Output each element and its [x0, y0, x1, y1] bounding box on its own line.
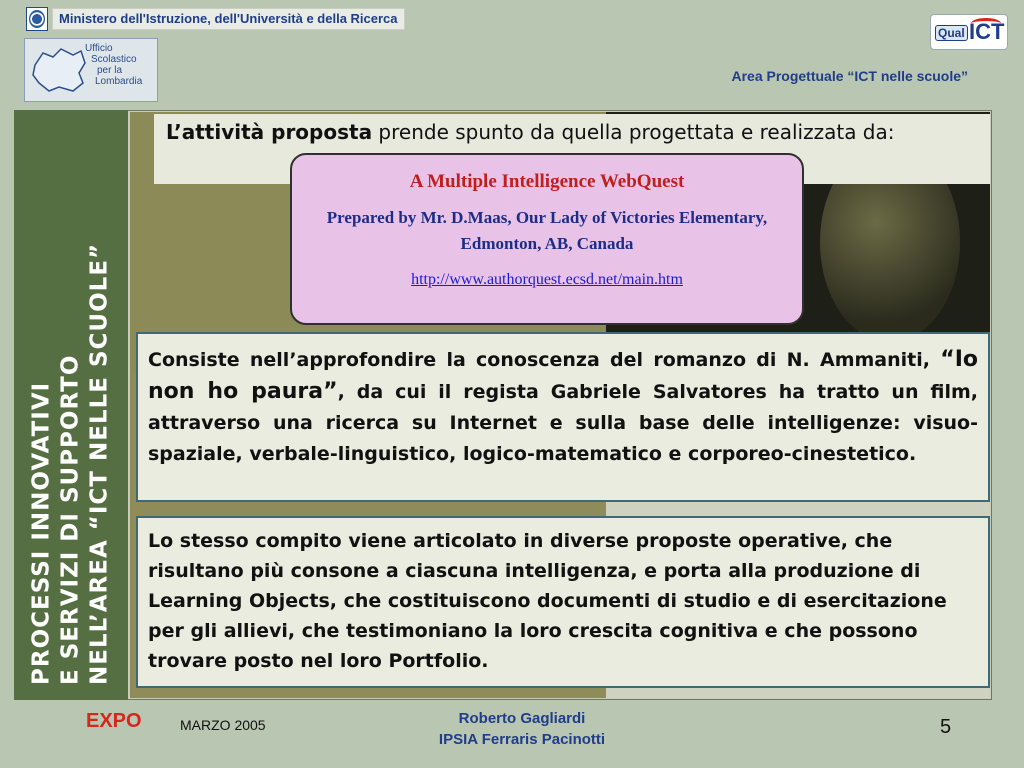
qualict-logo: Qual ICT: [930, 14, 1008, 50]
page-number: 5: [940, 716, 952, 738]
school-name: IPSIA Ferraris Pacinotti: [438, 731, 606, 748]
webquest-box: [290, 153, 804, 325]
expo-label: EXPO: [86, 710, 142, 732]
intro-bold: L’attività proposta: [166, 120, 373, 144]
ufficio-scolastico-logo: [24, 38, 158, 102]
webquest-title: A Multiple Intelligence WebQuest: [409, 171, 685, 192]
republic-emblem-icon: [26, 7, 48, 31]
description-box: Consiste nell’approfondire la conoscenza del romanzo di N. Ammaniti, “Io non ho paura”, da cui il regista Gabriele Salvatores ha tratto un film, attraverso una ricerca su Internet e sulla base delle intelligenze: visuo-spaziale, verbale-linguistico, logico-matematico e corporeo-cinestetico.: [136, 332, 990, 502]
intro-text: prende spunto da quella progettata e realizzata da:: [372, 120, 895, 144]
ministry-title: Ministero dell'Istruzione, dell'Università e della Ricerca: [52, 8, 405, 30]
author-name: Roberto Gagliardi: [458, 710, 586, 727]
sidebar-vertical-title: PROCESSI INNOVATIVI E SERVIZI DI SUPPORTO NELL’AREA “ICT NELLE SCUOLE”: [28, 242, 113, 685]
author-block: [398, 708, 646, 750]
webquest-author: Prepared by Mr. D.Maas, Our Lady of Victories Elementary, Edmonton, AB, Canada: [326, 208, 768, 253]
lombardia-map-icon: [29, 45, 89, 95]
details-box: Lo stesso compito viene articolato in diverse proposte operative, che risultano più consone a ciascuna intelligenza, e porta alla produzione di Learning Objects, che costituiscono documenti di studio e di esercitazione per gli allievi, che testimoniano la loro crescita cognitiva e che possono trovare posto nel loro Portfolio.: [136, 516, 990, 688]
details-text: Lo stesso compito viene articolato in diverse proposte operative, che risultano più consone a ciascuna intelligenza, e porta alla produzione di Learning Objects, che costituiscono documenti di studio e di esercitazione per gli allievi, che testimoniano la loro crescita cognitiva e che possono trovare posto nel loro Portfolio: [148, 530, 947, 672]
webquest-link[interactable]: http://www.authorquest.ecsd.net/main.htm: [411, 271, 683, 288]
area-title: Area Progettuale “ICT nelle scuole”: [731, 68, 968, 84]
office-name: Ufficio Scolastico per la Lombardia: [85, 43, 143, 87]
book-title: “Io non ho paura”: [148, 347, 978, 404]
date-label: MARZO 2005: [180, 717, 266, 733]
